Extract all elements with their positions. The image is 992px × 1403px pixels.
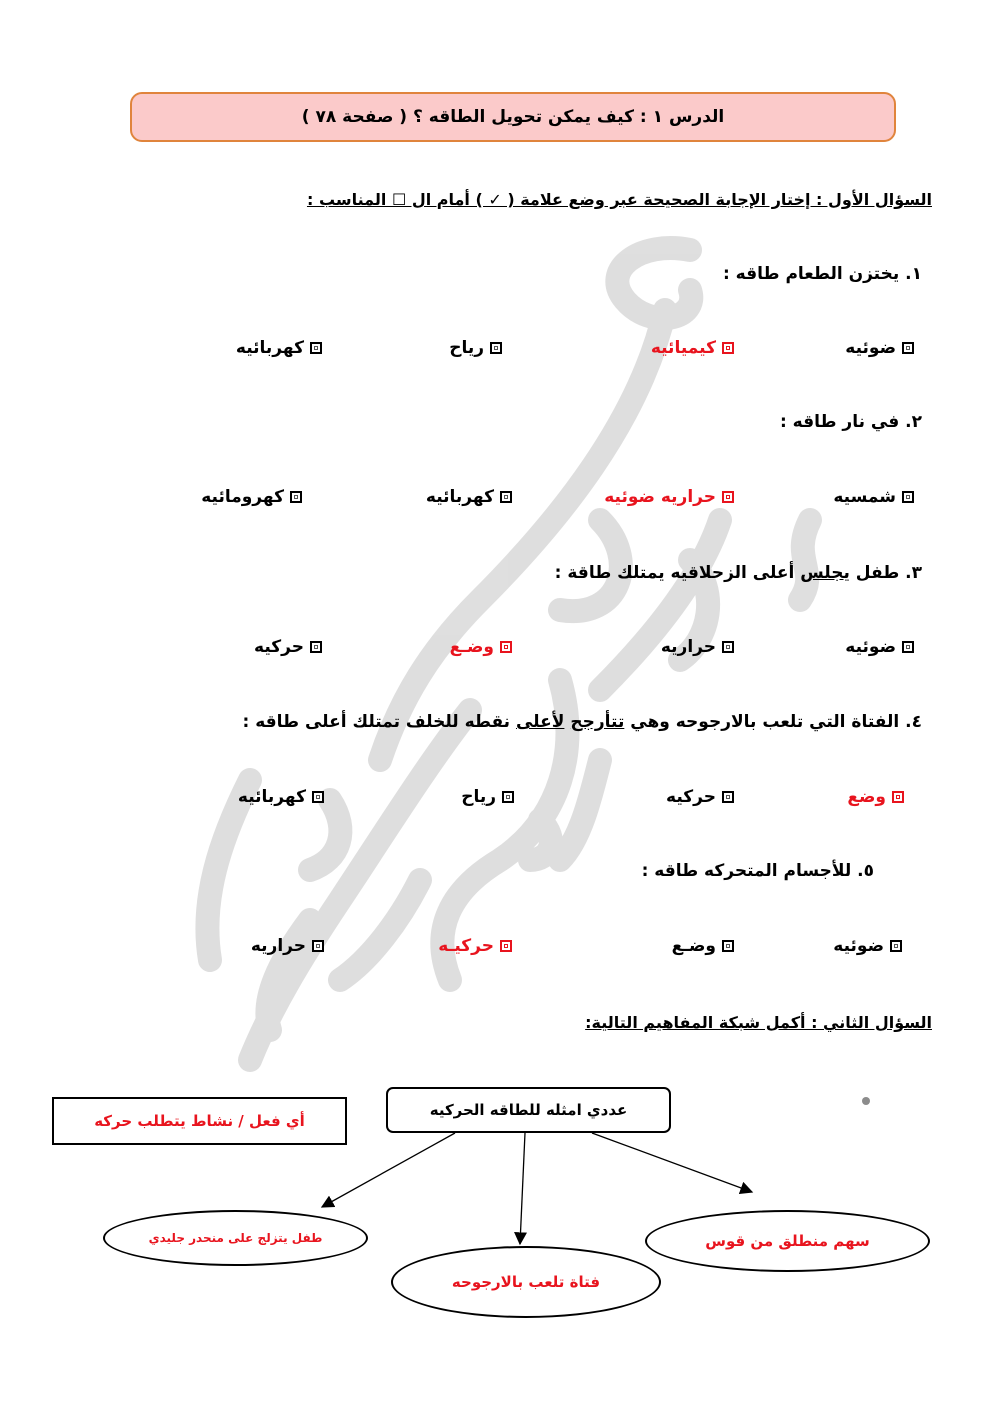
q1-option-2[interactable]: كيميائيه: [651, 338, 734, 358]
q4-option-4[interactable]: كهربائيه: [238, 787, 324, 807]
question-two-heading: السؤال الثاني : أكمل شبكة المفاهيم التالية:: [585, 1013, 932, 1032]
q5-option-2[interactable]: وضـع: [672, 936, 734, 956]
q1-option-4[interactable]: كهربائيه: [236, 338, 322, 358]
q5-option-1[interactable]: ضوئيه: [833, 936, 902, 956]
lesson-title: الدرس ١ : كيف يمكن تحويل الطاقه ؟ ( صفحة ٧٨ ): [130, 92, 896, 142]
q2-option-1[interactable]: شمسيه: [833, 487, 914, 507]
arrow-left: [322, 1133, 455, 1207]
arrow-right: [592, 1133, 752, 1192]
q2-option-2[interactable]: حراريه ضوئيه: [604, 487, 734, 507]
question-1: ١. يختزن الطعام طاقه :: [722, 264, 922, 284]
q4-option-1[interactable]: وضع: [847, 787, 904, 807]
q5-option-3[interactable]: حركيـه: [438, 936, 512, 956]
question-5: ٥. للأجسام المتحركه طاقه :: [641, 861, 874, 881]
q3-option-2[interactable]: حراريه: [661, 637, 734, 657]
q3-option-3[interactable]: وضـع: [450, 637, 512, 657]
example-oval-left: طفل يتزلج على منحدر جليدي: [103, 1210, 368, 1266]
q2-option-3[interactable]: كهربائيه: [426, 487, 512, 507]
arrow-middle: [520, 1133, 525, 1244]
example-oval-middle: فتاة تلعب بالارجوحه: [391, 1246, 661, 1318]
q4-option-2[interactable]: حركيه: [666, 787, 734, 807]
q1-option-3[interactable]: رياح: [449, 338, 502, 358]
question-2: ٢. في نار طاقه :: [779, 412, 922, 432]
concept-center-box: عددي امثله للطاقه الحركيه: [386, 1087, 671, 1133]
definition-box: أي فعل / نشاط يتطلب حركه: [52, 1097, 347, 1145]
q2-option-4[interactable]: كهرومائيه: [201, 487, 302, 507]
q3-option-1[interactable]: ضوئيه: [845, 637, 914, 657]
question-4: ٤. الفتاة التي تلعب بالارجوحه وهي تتأرجح لأعلى نقطه للخلف تمتلك أعلى طاقه :: [242, 712, 922, 732]
question-3: ٣. طفل يجلس أعلى الزحلاقيه يمتلك طاقة :: [554, 563, 922, 583]
q5-option-4[interactable]: حراريه: [251, 936, 324, 956]
q4-option-3[interactable]: رياح: [461, 787, 514, 807]
example-oval-right: سهم منطلق من قوس: [645, 1210, 930, 1272]
q3-option-4[interactable]: حركيه: [254, 637, 322, 657]
q1-option-1[interactable]: ضوئيه: [845, 338, 914, 358]
question-one-heading: السؤال الأول : إختار الإجابة الصحيحة عبر وضع علامة ( ✓ ) أمام ال ☐ المناسب :: [306, 190, 932, 209]
